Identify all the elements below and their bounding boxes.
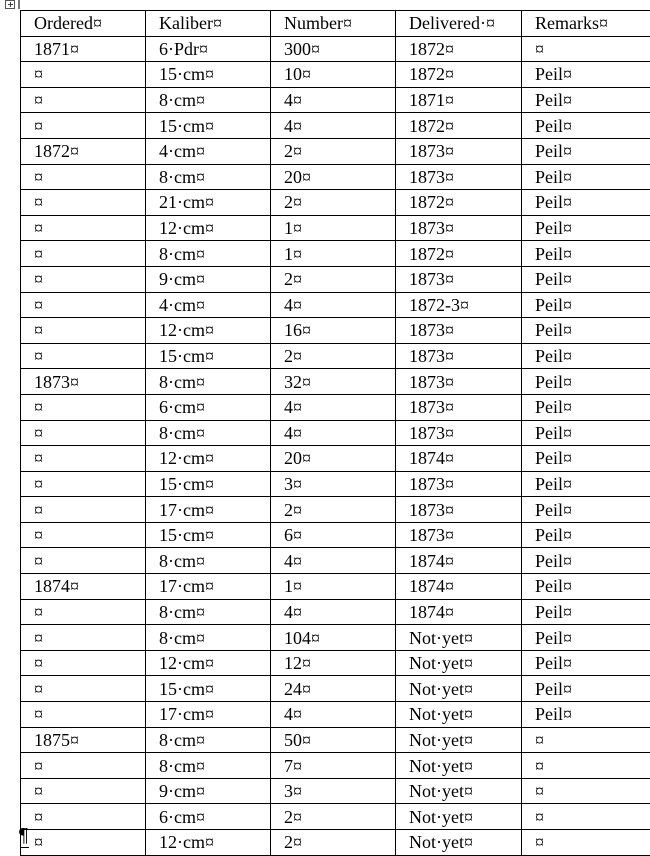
table-row [21,522,650,548]
table-row [21,164,650,190]
table-move-handle-icon[interactable] [5,0,15,9]
cell-ordered[interactable]: ¤ [21,215,146,241]
cell-delivered[interactable]: 1873¤ [396,420,522,446]
table-row [21,36,650,62]
cell-remarks[interactable]: Peil¤ [522,343,650,369]
cell-kaliber[interactable]: 15·cm¤ [146,343,271,369]
cell-ordered[interactable]: 1871¤ [21,36,146,62]
cell-delivered[interactable]: 1872¤ [396,62,522,88]
cell-ordered[interactable]: ¤ [21,804,146,830]
cell-number[interactable]: 2¤ [271,343,396,369]
cell-kaliber[interactable]: 15·cm¤ [146,113,271,139]
cell-delivered[interactable]: 1873¤ [396,471,522,497]
cell-delivered[interactable]: Not·yet¤ [396,625,522,651]
cell-ordered[interactable]: ¤ [21,625,146,651]
cell-ordered[interactable]: ¤ [21,778,146,804]
table-row [21,369,650,395]
cell-number[interactable]: 4¤ [271,420,396,446]
cell-number[interactable]: 4¤ [271,394,396,420]
cell-number[interactable]: 2¤ [271,190,396,216]
cell-remarks[interactable]: Peil¤ [522,420,650,446]
header-kaliber[interactable]: Kaliber¤ [146,11,271,37]
cell-kaliber[interactable]: 12·cm¤ [146,215,271,241]
cell-number[interactable]: 4¤ [271,87,396,113]
cell-kaliber[interactable]: 4·cm¤ [146,292,271,318]
cell-remarks[interactable]: Peil¤ [522,190,650,216]
cell-number[interactable]: 4¤ [271,292,396,318]
cell-kaliber[interactable]: 15·cm¤ [146,522,271,548]
cell-number[interactable]: 16¤ [271,318,396,344]
cell-delivered[interactable]: 1873¤ [396,215,522,241]
table-row [21,804,650,830]
table-row [21,343,650,369]
cell-number[interactable]: 7¤ [271,753,396,779]
cell-number[interactable]: 50¤ [271,727,396,753]
cell-delivered[interactable]: 1873¤ [396,266,522,292]
cell-kaliber[interactable]: 8·cm¤ [146,625,271,651]
cell-delivered[interactable]: Not·yet¤ [396,650,522,676]
table-row [21,318,650,344]
cell-delivered[interactable]: Not·yet¤ [396,830,522,856]
cell-kaliber[interactable]: 8·cm¤ [146,548,271,574]
cell-remarks[interactable]: Peil¤ [522,394,650,420]
cell-ordered[interactable]: ¤ [21,420,146,446]
cell-remarks[interactable]: Peil¤ [522,113,650,139]
cell-ordered[interactable]: ¤ [21,394,146,420]
cell-number[interactable]: 24¤ [271,676,396,702]
cell-kaliber[interactable]: 6·Pdr¤ [146,36,271,62]
cell-delivered[interactable]: 1871¤ [396,87,522,113]
cell-delivered[interactable]: Not·yet¤ [396,778,522,804]
cell-remarks[interactable]: Peil¤ [522,318,650,344]
table-row [21,62,650,88]
cell-remarks[interactable]: Peil¤ [522,471,650,497]
header-row [21,11,650,37]
cell-number[interactable]: 20¤ [271,446,396,472]
cell-ordered[interactable]: ¤ [21,753,146,779]
cell-number[interactable]: 104¤ [271,625,396,651]
cell-number[interactable]: 4¤ [271,599,396,625]
cell-ordered[interactable]: ¤ [21,830,146,856]
cell-remarks[interactable]: Peil¤ [522,369,650,395]
cell-kaliber[interactable]: 17·cm¤ [146,497,271,523]
cell-remarks[interactable]: Peil¤ [522,266,650,292]
cell-kaliber[interactable]: 15·cm¤ [146,62,271,88]
cell-kaliber[interactable]: 12·cm¤ [146,446,271,472]
cell-remarks[interactable]: Peil¤ [522,497,650,523]
cell-number[interactable]: 3¤ [271,471,396,497]
gun-order-table [20,10,650,856]
table-row [21,497,650,523]
cell-remarks[interactable]: Peil¤ [522,87,650,113]
cell-delivered[interactable]: Not·yet¤ [396,753,522,779]
cell-remarks[interactable]: Peil¤ [522,446,650,472]
table-row [21,625,650,651]
cell-delivered[interactable]: 1873¤ [396,138,522,164]
table-row [21,113,650,139]
cell-number[interactable]: 1¤ [271,241,396,267]
cell-number[interactable]: 2¤ [271,804,396,830]
cell-kaliber[interactable]: 9·cm¤ [146,266,271,292]
cell-remarks[interactable]: ¤ [522,753,650,779]
cell-kaliber[interactable]: 17·cm¤ [146,574,271,600]
table-row [21,471,650,497]
table-body [21,36,650,855]
table-row [21,778,650,804]
cell-ordered[interactable]: ¤ [21,292,146,318]
cell-kaliber[interactable]: 8·cm¤ [146,420,271,446]
cell-delivered[interactable]: 1873¤ [396,343,522,369]
table-row [21,190,650,216]
cell-number[interactable]: 300¤ [271,36,396,62]
header-ordered[interactable]: Ordered¤ [21,11,146,37]
cell-number[interactable]: 1¤ [271,574,396,600]
cell-ordered[interactable]: ¤ [21,190,146,216]
cell-delivered[interactable]: 1873¤ [396,522,522,548]
paragraph-mark: ¶ [19,823,28,847]
table-row [21,420,650,446]
cell-remarks[interactable]: Peil¤ [522,164,650,190]
cell-kaliber[interactable]: 8·cm¤ [146,241,271,267]
cell-ordered[interactable]: ¤ [21,497,146,523]
table-row [21,702,650,728]
table-row [21,446,650,472]
cell-delivered[interactable]: 1874¤ [396,548,522,574]
cell-delivered[interactable]: 1872¤ [396,113,522,139]
table-row [21,548,650,574]
table-row [21,574,650,600]
cell-number[interactable]: 2¤ [271,830,396,856]
cell-ordered[interactable]: ¤ [21,241,146,267]
cell-delivered[interactable]: 1873¤ [396,394,522,420]
cell-kaliber[interactable]: 8·cm¤ [146,727,271,753]
cell-number[interactable]: 4¤ [271,113,396,139]
cell-delivered[interactable]: 1872¤ [396,190,522,216]
cell-kaliber[interactable]: 8·cm¤ [146,599,271,625]
cell-ordered[interactable]: 1872¤ [21,138,146,164]
cell-kaliber[interactable]: 21·cm¤ [146,190,271,216]
cell-number[interactable]: 2¤ [271,138,396,164]
cell-delivered[interactable]: 1874¤ [396,446,522,472]
cell-remarks[interactable]: Peil¤ [522,574,650,600]
table-select-marker [18,0,20,9]
table-row [21,266,650,292]
cell-delivered[interactable]: 1874¤ [396,574,522,600]
cell-remarks[interactable]: Peil¤ [522,676,650,702]
cell-ordered[interactable]: 1874¤ [21,574,146,600]
cell-kaliber[interactable]: 12·cm¤ [146,830,271,856]
cell-number[interactable]: 2¤ [271,497,396,523]
cell-ordered[interactable]: ¤ [21,266,146,292]
cell-number[interactable]: 2¤ [271,266,396,292]
cell-kaliber[interactable]: 6·cm¤ [146,804,271,830]
cell-ordered[interactable]: ¤ [21,522,146,548]
cell-delivered[interactable]: 1872¤ [396,36,522,62]
table-row [21,676,650,702]
table-row [21,830,650,856]
cell-delivered[interactable]: Not·yet¤ [396,676,522,702]
cell-number[interactable]: 20¤ [271,164,396,190]
table-row [21,215,650,241]
table-row [21,394,650,420]
cell-ordered[interactable]: ¤ [21,318,146,344]
cell-kaliber[interactable]: 12·cm¤ [146,650,271,676]
cell-delivered[interactable]: Not·yet¤ [396,702,522,728]
cell-ordered[interactable]: ¤ [21,87,146,113]
cell-kaliber[interactable]: 8·cm¤ [146,164,271,190]
cell-remarks[interactable]: ¤ [522,804,650,830]
cell-ordered[interactable]: ¤ [21,599,146,625]
cell-ordered[interactable]: ¤ [21,446,146,472]
header-number[interactable]: Number¤ [271,11,396,37]
header-delivered[interactable]: Delivered·¤ [396,11,522,37]
cell-remarks[interactable]: Peil¤ [522,62,650,88]
cell-kaliber[interactable]: 12·cm¤ [146,318,271,344]
cell-ordered[interactable]: ¤ [21,650,146,676]
cell-remarks[interactable]: Peil¤ [522,548,650,574]
table-row [21,727,650,753]
cell-ordered[interactable]: 1873¤ [21,369,146,395]
cell-remarks[interactable]: ¤ [522,727,650,753]
cell-remarks[interactable]: Peil¤ [522,241,650,267]
table-row [21,599,650,625]
table-row [21,753,650,779]
cell-ordered[interactable]: ¤ [21,113,146,139]
cell-remarks[interactable]: Peil¤ [522,138,650,164]
table-row [21,241,650,267]
cell-remarks[interactable]: ¤ [522,830,650,856]
cell-number[interactable]: 32¤ [271,369,396,395]
cell-kaliber[interactable]: 8·cm¤ [146,369,271,395]
cell-remarks[interactable]: Peil¤ [522,702,650,728]
cell-delivered[interactable]: 1872-3¤ [396,292,522,318]
cell-delivered[interactable]: 1873¤ [396,497,522,523]
cell-kaliber[interactable]: 17·cm¤ [146,702,271,728]
cell-kaliber[interactable]: 15·cm¤ [146,471,271,497]
cell-remarks[interactable]: ¤ [522,778,650,804]
cell-remarks[interactable]: Peil¤ [522,215,650,241]
cell-number[interactable]: 3¤ [271,778,396,804]
cell-kaliber[interactable]: 9·cm¤ [146,778,271,804]
cell-delivered[interactable]: 1873¤ [396,318,522,344]
cell-delivered[interactable]: Not·yet¤ [396,804,522,830]
table-row [21,292,650,318]
cell-ordered[interactable]: 1875¤ [21,727,146,753]
cell-ordered[interactable]: ¤ [21,702,146,728]
table-row [21,138,650,164]
cell-number[interactable]: 1¤ [271,215,396,241]
cell-remarks[interactable]: Peil¤ [522,650,650,676]
cell-number[interactable]: 4¤ [271,702,396,728]
cell-remarks[interactable]: Peil¤ [522,625,650,651]
cell-ordered[interactable]: ¤ [21,548,146,574]
cell-ordered[interactable]: ¤ [21,676,146,702]
cell-ordered[interactable]: ¤ [21,62,146,88]
cell-number[interactable]: 6¤ [271,522,396,548]
table-row [21,650,650,676]
cell-delivered[interactable]: 1873¤ [396,164,522,190]
cell-delivered[interactable]: Not·yet¤ [396,727,522,753]
cell-kaliber[interactable]: 4·cm¤ [146,138,271,164]
cell-ordered[interactable]: ¤ [21,164,146,190]
cell-remarks[interactable]: Peil¤ [522,292,650,318]
cell-delivered[interactable]: 1872¤ [396,241,522,267]
cell-number[interactable]: 4¤ [271,548,396,574]
cell-kaliber[interactable]: 8·cm¤ [146,753,271,779]
cell-kaliber[interactable]: 6·cm¤ [146,394,271,420]
cell-remarks[interactable]: Peil¤ [522,599,650,625]
cell-delivered[interactable]: 1873¤ [396,369,522,395]
cell-remarks[interactable]: Peil¤ [522,522,650,548]
cell-kaliber[interactable]: 8·cm¤ [146,87,271,113]
cell-ordered[interactable]: ¤ [21,343,146,369]
cell-number[interactable]: 12¤ [271,650,396,676]
header-remarks[interactable]: Remarks¤ [522,11,650,37]
cell-ordered[interactable]: ¤ [21,471,146,497]
table-row [21,87,650,113]
cell-number[interactable]: 10¤ [271,62,396,88]
cell-delivered[interactable]: 1874¤ [396,599,522,625]
cell-remarks[interactable]: ¤ [522,36,650,62]
cell-kaliber[interactable]: 15·cm¤ [146,676,271,702]
